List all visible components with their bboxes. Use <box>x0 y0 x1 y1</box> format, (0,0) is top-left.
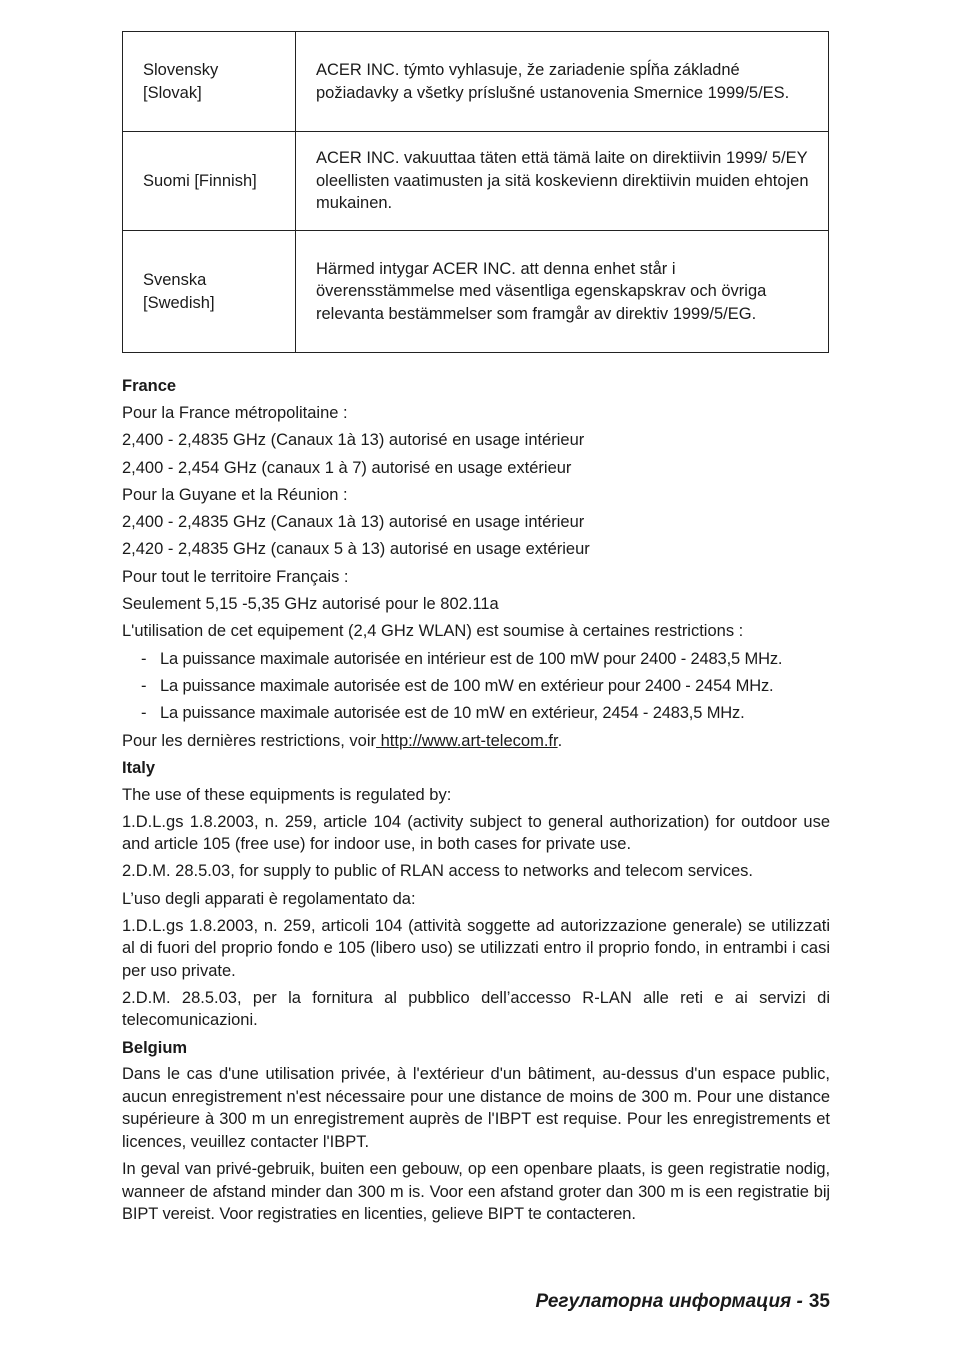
list-item-text: La puissance maximale autorisée est de 10 mW en extérieur, 2454 - 2483,5 MHz. <box>160 704 745 723</box>
paragraph: Pour la Guyane et la Réunion : <box>122 485 348 504</box>
page-footer <box>535 1291 830 1313</box>
paragraph: Pour tout le territoire Français : <box>122 567 349 586</box>
bullet-dash: - <box>141 676 147 695</box>
list-item-text: La puissance maximale autorisée est de 100 mW en extérieur pour 2400 - 2454 MHz. <box>160 676 774 695</box>
list-item <box>122 675 830 697</box>
table-row <box>123 231 829 353</box>
italy-section <box>122 757 830 1032</box>
paragraph: 2.D.M. 28.5.03, per la fornitura al pubblico dell’accesso R-LAN alle reti e ai servizi di telecomunicazioni. <box>122 988 830 1030</box>
footer-title: Регулаторна информация - <box>535 1291 803 1312</box>
paragraph: 2,400 - 2,4835 GHz (Canaux 1à 13) autorisé en usage intérieur <box>122 431 585 450</box>
page-number: 35 <box>808 1291 830 1312</box>
paragraph: 2,400 - 2,454 GHz (canaux 1 à 7) autorisé en usage extérieur <box>122 458 572 477</box>
restriction-list <box>122 648 830 725</box>
paragraph: 2.D.M. 28.5.03, for supply to public of RLAN access to networks and telecom services. <box>122 862 753 881</box>
bullet-dash: - <box>141 649 147 668</box>
page-content <box>122 31 830 1230</box>
paragraph: 1.D.L.gs 1.8.2003, n. 259, articoli 104 (attività soggette ad autorizzazione generale) se utilizzati al di fuori del proprio fondo e 105 (libero uso) se utilizzati entro il proprio fondo, in entrambi i casi per uso private. <box>122 916 830 980</box>
paragraph: The use of these equipments is regulated by: <box>122 785 452 804</box>
declaration-cell: Härmed intygar ACER INC. att denna enhet står i överensstämmelse med väsentliga egenskapskrav och övriga relevanta bestämmelser som framgår av direktiv 1999/5/EG. <box>296 231 829 353</box>
table-row <box>123 132 829 231</box>
paragraph: L'utilisation de cet equipement (2,4 GHz WLAN) est soumise à certaines restrictions : <box>122 622 744 641</box>
paragraph: 1.D.L.gs 1.8.2003, n. 259, article 104 (activity subject to general authorization) for outdoor use and article 105 (free use) for indoor use, in both cases for private use. <box>122 812 830 854</box>
paragraph: Dans le cas d'une utilisation privée, à l'extérieur d'un bâtiment, au-dessus d'un espace public, aucun enregistrement n'est nécessaire pour une distance de moins de 300 m. Pour une distance supérieure à 300 m un enregistrement auprès de l'IBPT est requise. Pour les enregistrements et licences, veuillez contacter l'IBPT. <box>122 1065 830 1151</box>
declaration-table <box>122 31 829 353</box>
paragraph: 2,400 - 2,4835 GHz (Canaux 1à 13) autorisé en usage intérieur <box>122 513 585 532</box>
section-heading: France <box>122 377 177 395</box>
belgium-section <box>122 1037 830 1226</box>
section-heading: Belgium <box>122 1038 188 1057</box>
france-section <box>122 375 830 752</box>
list-item <box>122 702 830 724</box>
art-telecom-link[interactable]: http://www.art-telecom.fr <box>376 731 558 750</box>
table-row <box>123 32 829 132</box>
declaration-cell: ACER INC. vakuuttaa täten että tämä laite on direktiivin 1999/ 5/EY oleellisten vaatimusten ja sitä koskevienn direktiivin muiden ehtojen mukainen. <box>296 132 829 231</box>
period: . <box>557 731 563 750</box>
paragraph: L’uso degli apparati è regolamentato da: <box>122 889 416 908</box>
bullet-dash: - <box>141 704 147 723</box>
list-item <box>122 648 830 670</box>
paragraph: In geval van privé-gebruik, buiten een gebouw, op een openbare plaats, is geen registratie nodig, wanneer de afstand minder dan 300 m is. Voor een afstand groter dan 300 m is een registratie bij BIPT vereist. Voor registraties en licenties, gelieve BIPT te contacteren. <box>122 1160 830 1224</box>
language-cell: Suomi [Finnish] <box>123 132 296 231</box>
paragraph <box>122 730 830 752</box>
language-cell: Svenska [Swedish] <box>123 231 296 353</box>
paragraph: 2,420 - 2,4835 GHz (canaux 5 à 13) autorisé en usage extérieur <box>122 540 590 559</box>
list-item-text: La puissance maximale autorisée en intérieur est de 100 mW pour 2400 - 2483,5 MHz. <box>160 649 783 668</box>
paragraph: Seulement 5,15 -5,35 GHz autorisé pour le 802.11a <box>122 595 499 614</box>
restrictions-text: Pour les dernières restrictions, voir <box>122 731 377 750</box>
paragraph: Pour la France métropolitaine : <box>122 404 348 422</box>
language-cell: Slovensky [Slovak] <box>123 32 296 132</box>
declaration-cell: ACER INC. týmto vyhlasuje, že zariadenie spĺňa základné požiadavky a všetky príslušné ustanovenia Smernice 1999/5/ES. <box>296 32 829 132</box>
section-heading: Italy <box>122 758 156 777</box>
